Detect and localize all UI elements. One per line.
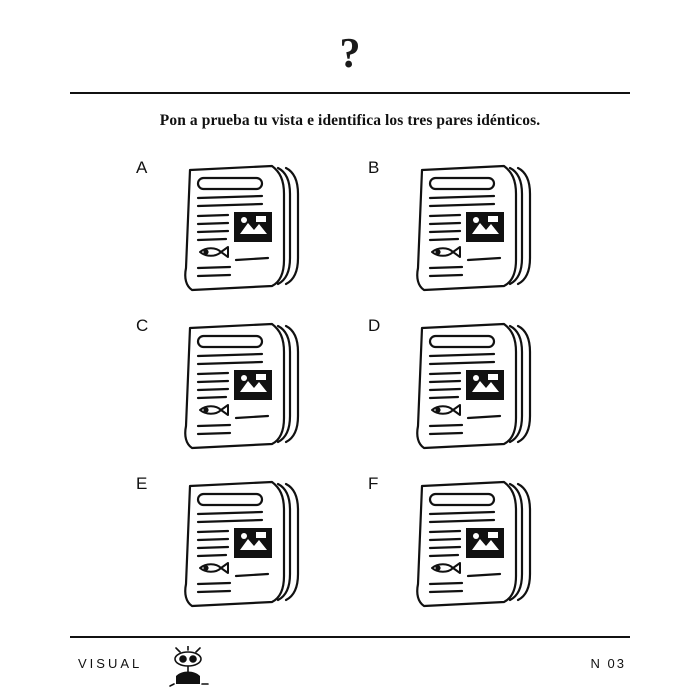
newspaper-icon [168,150,328,302]
footer-category: VISUAL [78,656,143,671]
item-d[interactable] [342,308,577,466]
newspaper-icon [400,150,560,302]
item-c[interactable] [110,308,345,466]
footer-divider [70,636,630,638]
item-label: B [368,158,380,177]
newspaper-icon [168,466,328,618]
item-label: A [136,158,148,177]
page-code: N 03 [590,656,626,671]
item-label: D [368,316,381,335]
item-f[interactable] [342,466,577,624]
newspaper-icon [400,466,560,618]
item-label: C [136,316,149,335]
item-e[interactable] [110,466,345,624]
item-b[interactable] [342,150,577,308]
items-grid [110,150,600,620]
newspaper-icon [168,308,328,460]
page-footer [70,644,630,690]
instruction-text: Pon a prueba tu vista e identifica los tres pares idénticos. [159,112,541,129]
page-header [70,28,630,96]
item-label: F [368,474,379,493]
newspaper-icon [400,308,560,460]
header-divider [70,92,630,94]
eyes-glasses-icon [166,646,226,688]
item-label: E [136,474,148,493]
question-mark-icon: ? [339,31,361,77]
item-a[interactable] [110,150,345,308]
